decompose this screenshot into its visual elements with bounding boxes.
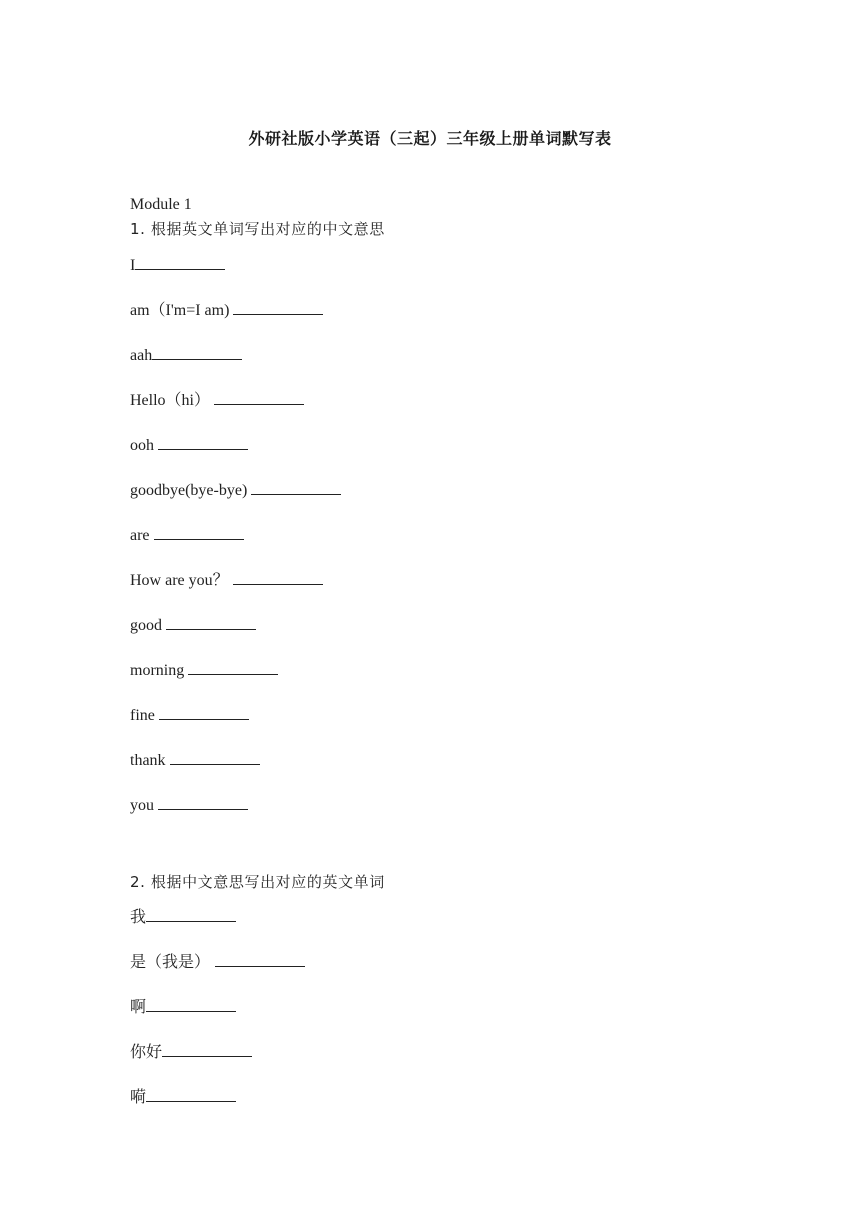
answer-blank[interactable] xyxy=(146,995,236,1012)
item-word: am（I'm=I am) xyxy=(130,302,234,319)
item-word: Hello（hi） xyxy=(130,392,214,409)
dictation-item xyxy=(130,253,225,275)
dictation-item xyxy=(130,905,236,927)
module-label: Module 1 xyxy=(130,196,192,213)
item-word: 啊 xyxy=(130,997,147,1016)
dictation-item xyxy=(130,568,323,590)
item-word: you xyxy=(130,797,158,814)
dictation-item xyxy=(130,703,249,725)
answer-blank[interactable] xyxy=(166,613,256,630)
answer-blank[interactable] xyxy=(188,658,278,675)
item-word: thank xyxy=(130,752,170,769)
dictation-item xyxy=(130,950,305,972)
dictation-item xyxy=(130,343,242,365)
dictation-item xyxy=(130,995,236,1017)
dictation-item xyxy=(130,613,256,635)
dictation-item xyxy=(130,793,248,815)
section-2-heading: 2. 根据中文意思写出对应的英文单词 xyxy=(130,873,385,891)
item-word: fine xyxy=(130,707,159,724)
dictation-item xyxy=(130,1040,252,1062)
section-1-heading: 1. 根据英文单词写出对应的中文意思 xyxy=(130,220,385,238)
answer-blank[interactable] xyxy=(251,478,341,495)
dictation-item xyxy=(130,658,278,680)
answer-blank[interactable] xyxy=(135,253,225,270)
answer-blank[interactable] xyxy=(154,523,244,540)
dictation-item xyxy=(130,748,260,770)
dictation-item xyxy=(130,1085,236,1107)
answer-blank[interactable] xyxy=(214,388,304,405)
item-word: goodbye(bye-bye) xyxy=(130,482,252,499)
item-word: morning xyxy=(130,662,189,679)
item-word: aah xyxy=(130,347,153,364)
dictation-item xyxy=(130,433,248,455)
answer-blank[interactable] xyxy=(146,905,236,922)
item-word: are xyxy=(130,527,154,544)
answer-blank[interactable] xyxy=(215,950,305,967)
answer-blank[interactable] xyxy=(158,793,248,810)
answer-blank[interactable] xyxy=(233,298,323,315)
item-word: good xyxy=(130,617,166,634)
answer-blank[interactable] xyxy=(152,343,242,360)
item-word: ooh xyxy=(130,437,158,454)
item-word: 你好 xyxy=(130,1042,163,1061)
dictation-item xyxy=(130,478,341,500)
item-word: How are you？ xyxy=(130,572,233,589)
dictation-item xyxy=(130,298,323,320)
item-word: I xyxy=(130,257,136,274)
answer-blank[interactable] xyxy=(159,703,249,720)
answer-blank[interactable] xyxy=(162,1040,252,1057)
item-word: 是（我是） xyxy=(130,952,216,971)
worksheet-title: 外研社版小学英语（三起）三年级上册单词默写表 xyxy=(248,129,612,148)
answer-blank[interactable] xyxy=(146,1085,236,1102)
item-word: 嗬 xyxy=(130,1087,147,1106)
dictation-item xyxy=(130,523,244,545)
answer-blank[interactable] xyxy=(170,748,260,765)
item-word: 我 xyxy=(130,907,147,926)
dictation-item xyxy=(130,388,304,410)
answer-blank[interactable] xyxy=(158,433,248,450)
answer-blank[interactable] xyxy=(233,568,323,585)
